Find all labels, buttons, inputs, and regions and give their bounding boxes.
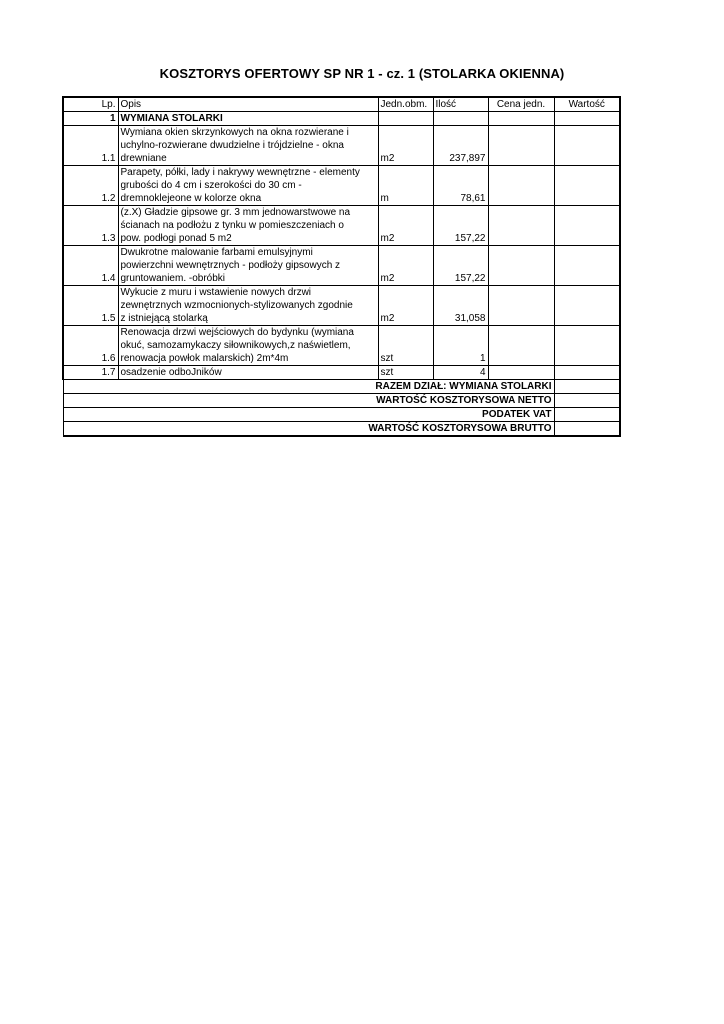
summary-razem-value bbox=[554, 380, 620, 394]
summary-netto-value bbox=[554, 394, 620, 408]
row-jedn: szt bbox=[378, 326, 433, 366]
row-cena bbox=[488, 126, 554, 166]
summary-row bbox=[63, 380, 620, 394]
table-row bbox=[63, 286, 620, 326]
row-opis-line: powierzchni wewnętrznych - podłoży gipsowych z bbox=[120, 260, 341, 271]
row-opis-line: dremnoklejeone w kolorze okna bbox=[120, 193, 262, 204]
row-ilosc: 157,22 bbox=[433, 206, 488, 246]
row-opis-line: z istniejącą stolarką bbox=[120, 313, 208, 324]
row-opis-line: Renowacja drzwi wejściowych do bydynku (wymiana bbox=[120, 327, 354, 338]
row-jedn: m bbox=[378, 166, 433, 206]
row-opis-line: renowacja powłok malarskich) 2m*4m bbox=[120, 353, 289, 364]
page-title: KOSZTORYS OFERTOWY SP NR 1 - cz. 1 (STOLARKA OKIENNA) bbox=[159, 66, 565, 81]
row-ilosc: 31,058 bbox=[433, 286, 488, 326]
row-jedn: m2 bbox=[378, 246, 433, 286]
row-wartosc bbox=[554, 126, 620, 166]
header-lp: Lp. bbox=[63, 97, 118, 112]
summary-vat-value bbox=[554, 408, 620, 422]
table-row bbox=[63, 126, 620, 166]
section-wartosc-cell bbox=[554, 112, 620, 126]
row-lp: 1.2 bbox=[63, 166, 118, 206]
row-cena bbox=[488, 206, 554, 246]
section-lp: 1 bbox=[63, 112, 118, 126]
row-cena bbox=[488, 246, 554, 286]
summary-netto-label: WARTOŚĆ KOSZTORYSOWA NETTO bbox=[63, 394, 554, 408]
row-lp: 1.6 bbox=[63, 326, 118, 366]
header-ilosc: Ilość bbox=[433, 97, 488, 112]
row-wartosc bbox=[554, 366, 620, 380]
row-opis bbox=[118, 206, 378, 246]
row-opis-line: Wymiana okien skrzynkowych na okna rozwierane i bbox=[120, 127, 349, 138]
row-lp: 1.1 bbox=[63, 126, 118, 166]
header-opis: Opis bbox=[118, 97, 378, 112]
row-ilosc: 237,897 bbox=[433, 126, 488, 166]
row-opis bbox=[118, 326, 378, 366]
summary-row bbox=[63, 408, 620, 422]
row-opis-line: pow. podłogi ponad 5 m2 bbox=[120, 233, 232, 244]
section-ilosc-cell bbox=[433, 112, 488, 126]
row-cena bbox=[488, 366, 554, 380]
row-opis-line: Wykucie z muru i wstawienie nowych drzwi bbox=[120, 287, 312, 298]
summary-brutto-value bbox=[554, 422, 620, 437]
row-opis bbox=[118, 366, 378, 380]
table-row bbox=[63, 246, 620, 286]
row-opis bbox=[118, 246, 378, 286]
row-ilosc: 4 bbox=[433, 366, 488, 380]
row-jedn: m2 bbox=[378, 206, 433, 246]
section-row bbox=[63, 112, 620, 126]
row-opis-line: gruntowaniem. -obróbki bbox=[120, 273, 225, 284]
row-ilosc: 1 bbox=[433, 326, 488, 366]
row-wartosc bbox=[554, 246, 620, 286]
row-wartosc bbox=[554, 206, 620, 246]
summary-razem-label: RAZEM DZIAŁ: WYMIANA STOLARKI bbox=[63, 380, 554, 394]
row-opis-line: zewnętrznych wzmocnionych-stylizowanych zgodnie bbox=[120, 300, 353, 311]
section-name: WYMIANA STOLARKI bbox=[118, 112, 378, 126]
table-header-row bbox=[63, 97, 620, 112]
header-wartosc: Wartość bbox=[554, 97, 620, 112]
row-cena bbox=[488, 166, 554, 206]
row-opis bbox=[118, 286, 378, 326]
section-jedn-cell bbox=[378, 112, 433, 126]
row-opis-line: Parapety, półki, lady i nakrywy wewnętrzne - elementy bbox=[120, 167, 360, 178]
row-wartosc bbox=[554, 286, 620, 326]
row-ilosc: 157,22 bbox=[433, 246, 488, 286]
row-jedn: m2 bbox=[378, 126, 433, 166]
row-wartosc bbox=[554, 166, 620, 206]
row-opis-line: okuć, samozamykaczy siłownikowych,z naświetlem, bbox=[120, 340, 351, 351]
row-opis-line: (z.X) Gładzie gipsowe gr. 3 mm jednowarstwowe na bbox=[120, 207, 351, 218]
header-cena: Cena jedn. bbox=[488, 97, 554, 112]
summary-row bbox=[63, 394, 620, 408]
table-row bbox=[63, 326, 620, 366]
section-cena-cell bbox=[488, 112, 554, 126]
row-wartosc bbox=[554, 326, 620, 366]
row-lp: 1.3 bbox=[63, 206, 118, 246]
table-row bbox=[63, 206, 620, 246]
cost-estimate-table bbox=[62, 96, 621, 437]
row-opis-line: Dwukrotne malowanie farbami emulsyjnymi bbox=[120, 247, 313, 258]
row-opis-line: osadzenie odboJników bbox=[120, 367, 222, 378]
row-lp: 1.7 bbox=[63, 366, 118, 380]
header-jedn: Jedn.obm. bbox=[378, 97, 433, 112]
row-cena bbox=[488, 326, 554, 366]
row-jedn: m2 bbox=[378, 286, 433, 326]
row-opis-line: drewniane bbox=[120, 153, 167, 164]
row-opis-line: ścianach na podłożu z tynku w pomieszczeniach o bbox=[120, 220, 344, 231]
summary-row bbox=[63, 422, 620, 437]
row-opis bbox=[118, 126, 378, 166]
row-lp: 1.4 bbox=[63, 246, 118, 286]
row-jedn: szt bbox=[378, 366, 433, 380]
row-opis bbox=[118, 166, 378, 206]
table-row bbox=[63, 166, 620, 206]
row-opis-line: uchylno-rozwierane dwudzielne i trójdzielne - okna bbox=[120, 140, 344, 151]
row-ilosc: 78,61 bbox=[433, 166, 488, 206]
row-cena bbox=[488, 286, 554, 326]
summary-vat-label: PODATEK VAT bbox=[63, 408, 554, 422]
row-opis-line: grubości do 4 cm i szerokości do 30 cm - bbox=[120, 180, 302, 191]
summary-brutto-label: WARTOŚĆ KOSZTORYSOWA BRUTTO bbox=[63, 422, 554, 437]
table-row bbox=[63, 366, 620, 380]
row-lp: 1.5 bbox=[63, 286, 118, 326]
